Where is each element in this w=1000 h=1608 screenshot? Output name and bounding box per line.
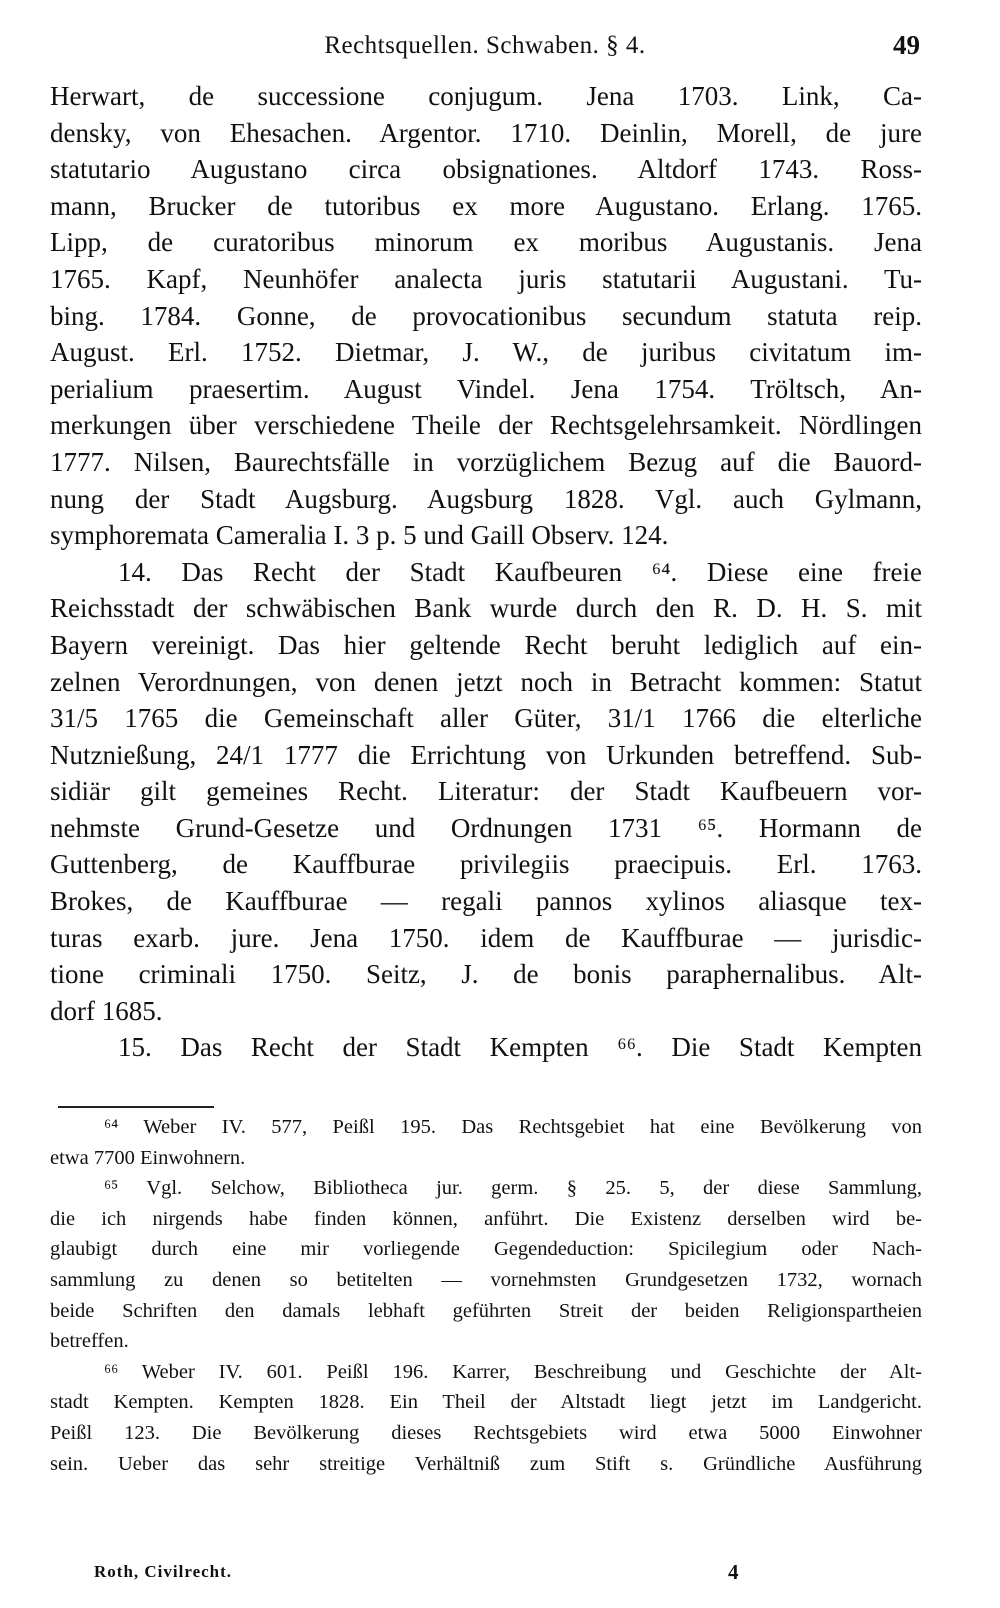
footnote-divider — [58, 1106, 214, 1108]
text-line: 31/5 1765 die Gemeinschaft aller Güter, 31/1 1766 die elterliche — [50, 703, 922, 734]
text-line: 1765. Kapf, Neunhöfer analecta juris statutarii Augustani. Tu- — [50, 263, 922, 294]
section-heading-line: 15. Das Recht der Stadt Kempten ⁶⁶. Die Stadt Kempten — [118, 1032, 922, 1063]
text-line: Brokes, de Kauffburae — regali pannos xylinos aliasque tex- — [50, 886, 922, 917]
printer-signature: Roth, Civilrecht. — [94, 1562, 233, 1581]
footnote-line: Peißl 123. Die Bevölkerung dieses Rechtsgebiets wird etwa 5000 Einwohner — [50, 1421, 922, 1444]
main-text — [50, 78, 922, 1066]
text-line: Bayern vereinigt. Das hier geltende Recht beruht lediglich auf ein- — [50, 629, 922, 660]
text-line: Lipp, de curatoribus minorum ex moribus Augustanis. Jena — [50, 227, 922, 258]
text-line: Herwart, de successione conjugum. Jena 1703. Link, Ca- — [50, 81, 922, 111]
text-line: zelnen Verordnungen, von denen jetzt noch in Betracht kommen: Statut — [50, 666, 922, 697]
text-line: sidiär gilt gemeines Recht. Literatur: der Stadt Kaufbeuern vor- — [50, 776, 922, 807]
text-line: 1777. Nilsen, Baurechtsfälle in vorzüglichem Bezug auf die Bauord- — [50, 446, 922, 477]
footnote-line: ⁶⁶ Weber IV. 601. Peißl 196. Karrer, Beschreibung und Geschichte der Alt- — [104, 1360, 922, 1383]
text-line: densky, von Ehesachen. Argentor. 1710. Deinlin, Morell, de jure — [50, 117, 922, 148]
page-header — [50, 26, 920, 66]
footnote-line: die ich nirgends habe finden können, anführt. Die Existenz derselben wird be- — [50, 1207, 922, 1230]
text-line: bing. 1784. Gonne, de provocationibus secundum statuta reip. — [50, 300, 922, 331]
text-line: nehmste Grund-Gesetze und Ordnungen 1731 ⁶⁵. Hormann de — [50, 812, 922, 843]
section-heading-line: 14. Das Recht der Stadt Kaufbeuren ⁶⁴. Diese eine freie — [118, 556, 922, 587]
page-number: 49 — [893, 30, 920, 60]
footnote-line: betreffen. — [50, 1330, 129, 1353]
footnote-line: etwa 7700 Einwohnern. — [50, 1146, 246, 1169]
footnote-line: stadt Kempten. Kempten 1828. Ein Theil der Altstadt liegt jetzt im Landgericht. — [50, 1391, 922, 1414]
text-line: Guttenberg, de Kauffburae privilegiis praecipuis. Erl. 1763. — [50, 849, 922, 880]
text-line: symphoremata Cameralia I. 3 p. 5 und Gaill Observ. 124. — [50, 520, 669, 551]
text-line: nung der Stadt Augsburg. Augsburg 1828. Vgl. auch Gylmann, — [50, 483, 922, 514]
footnote-line: ⁶⁵ Vgl. Selchow, Bibliotheca jur. germ. § 25. 5, der diese Sammlung, — [104, 1177, 922, 1200]
text-line: mann, Brucker de tutoribus ex more Augustano. Erlang. 1765. — [50, 190, 922, 221]
footnote-line: glaubigt durch eine mir vorliegende Gegendeduction: Spicilegium oder Nach- — [50, 1238, 922, 1261]
text-line: dorf 1685. — [50, 995, 163, 1026]
text-line: tione criminali 1750. Seitz, J. de bonis paraphernalibus. Alt- — [50, 959, 922, 990]
text-line: turas exarb. jure. Jena 1750. idem de Kauffburae — jurisdic- — [50, 922, 922, 953]
sheet-number: 4 — [728, 1560, 739, 1584]
text-line: August. Erl. 1752. Dietmar, J. W., de juribus civitatum im- — [50, 337, 922, 368]
footnote-line: sammlung zu denen so betitelten — vornehmsten Grundgesetzen 1732, wornach — [50, 1268, 922, 1291]
text-line: merkungen über verschiedene Theile der Rechtsgelehrsamkeit. Nördlingen — [50, 410, 922, 441]
text-line: statutario Augustano circa obsignationes. Altdorf 1743. Ross- — [50, 154, 922, 185]
footnotes — [50, 1112, 922, 1479]
footnote-line: beide Schriften den damals lebhaft geführten Streit der beiden Religionspartheien — [50, 1299, 922, 1322]
text-line: perialium praesertim. August Vindel. Jena 1754. Tröltsch, An- — [50, 373, 922, 404]
text-line: Nutznießung, 24/1 1777 die Errichtung von Urkunden betreffend. Sub- — [50, 739, 922, 770]
footnote-line: sein. Ueber das sehr streitige Verhältniß zum Stift s. Gründliche Ausführung — [50, 1452, 922, 1475]
running-head: Rechtsquellen. Schwaben. § 4. — [324, 32, 646, 59]
text-line: Reichsstadt der schwäbischen Bank wurde durch den R. D. H. S. mit — [50, 593, 922, 624]
footnote-line: ⁶⁴ Weber IV. 577, Peißl 195. Das Rechtsgebiet hat eine Bevölkerung von — [104, 1116, 922, 1138]
